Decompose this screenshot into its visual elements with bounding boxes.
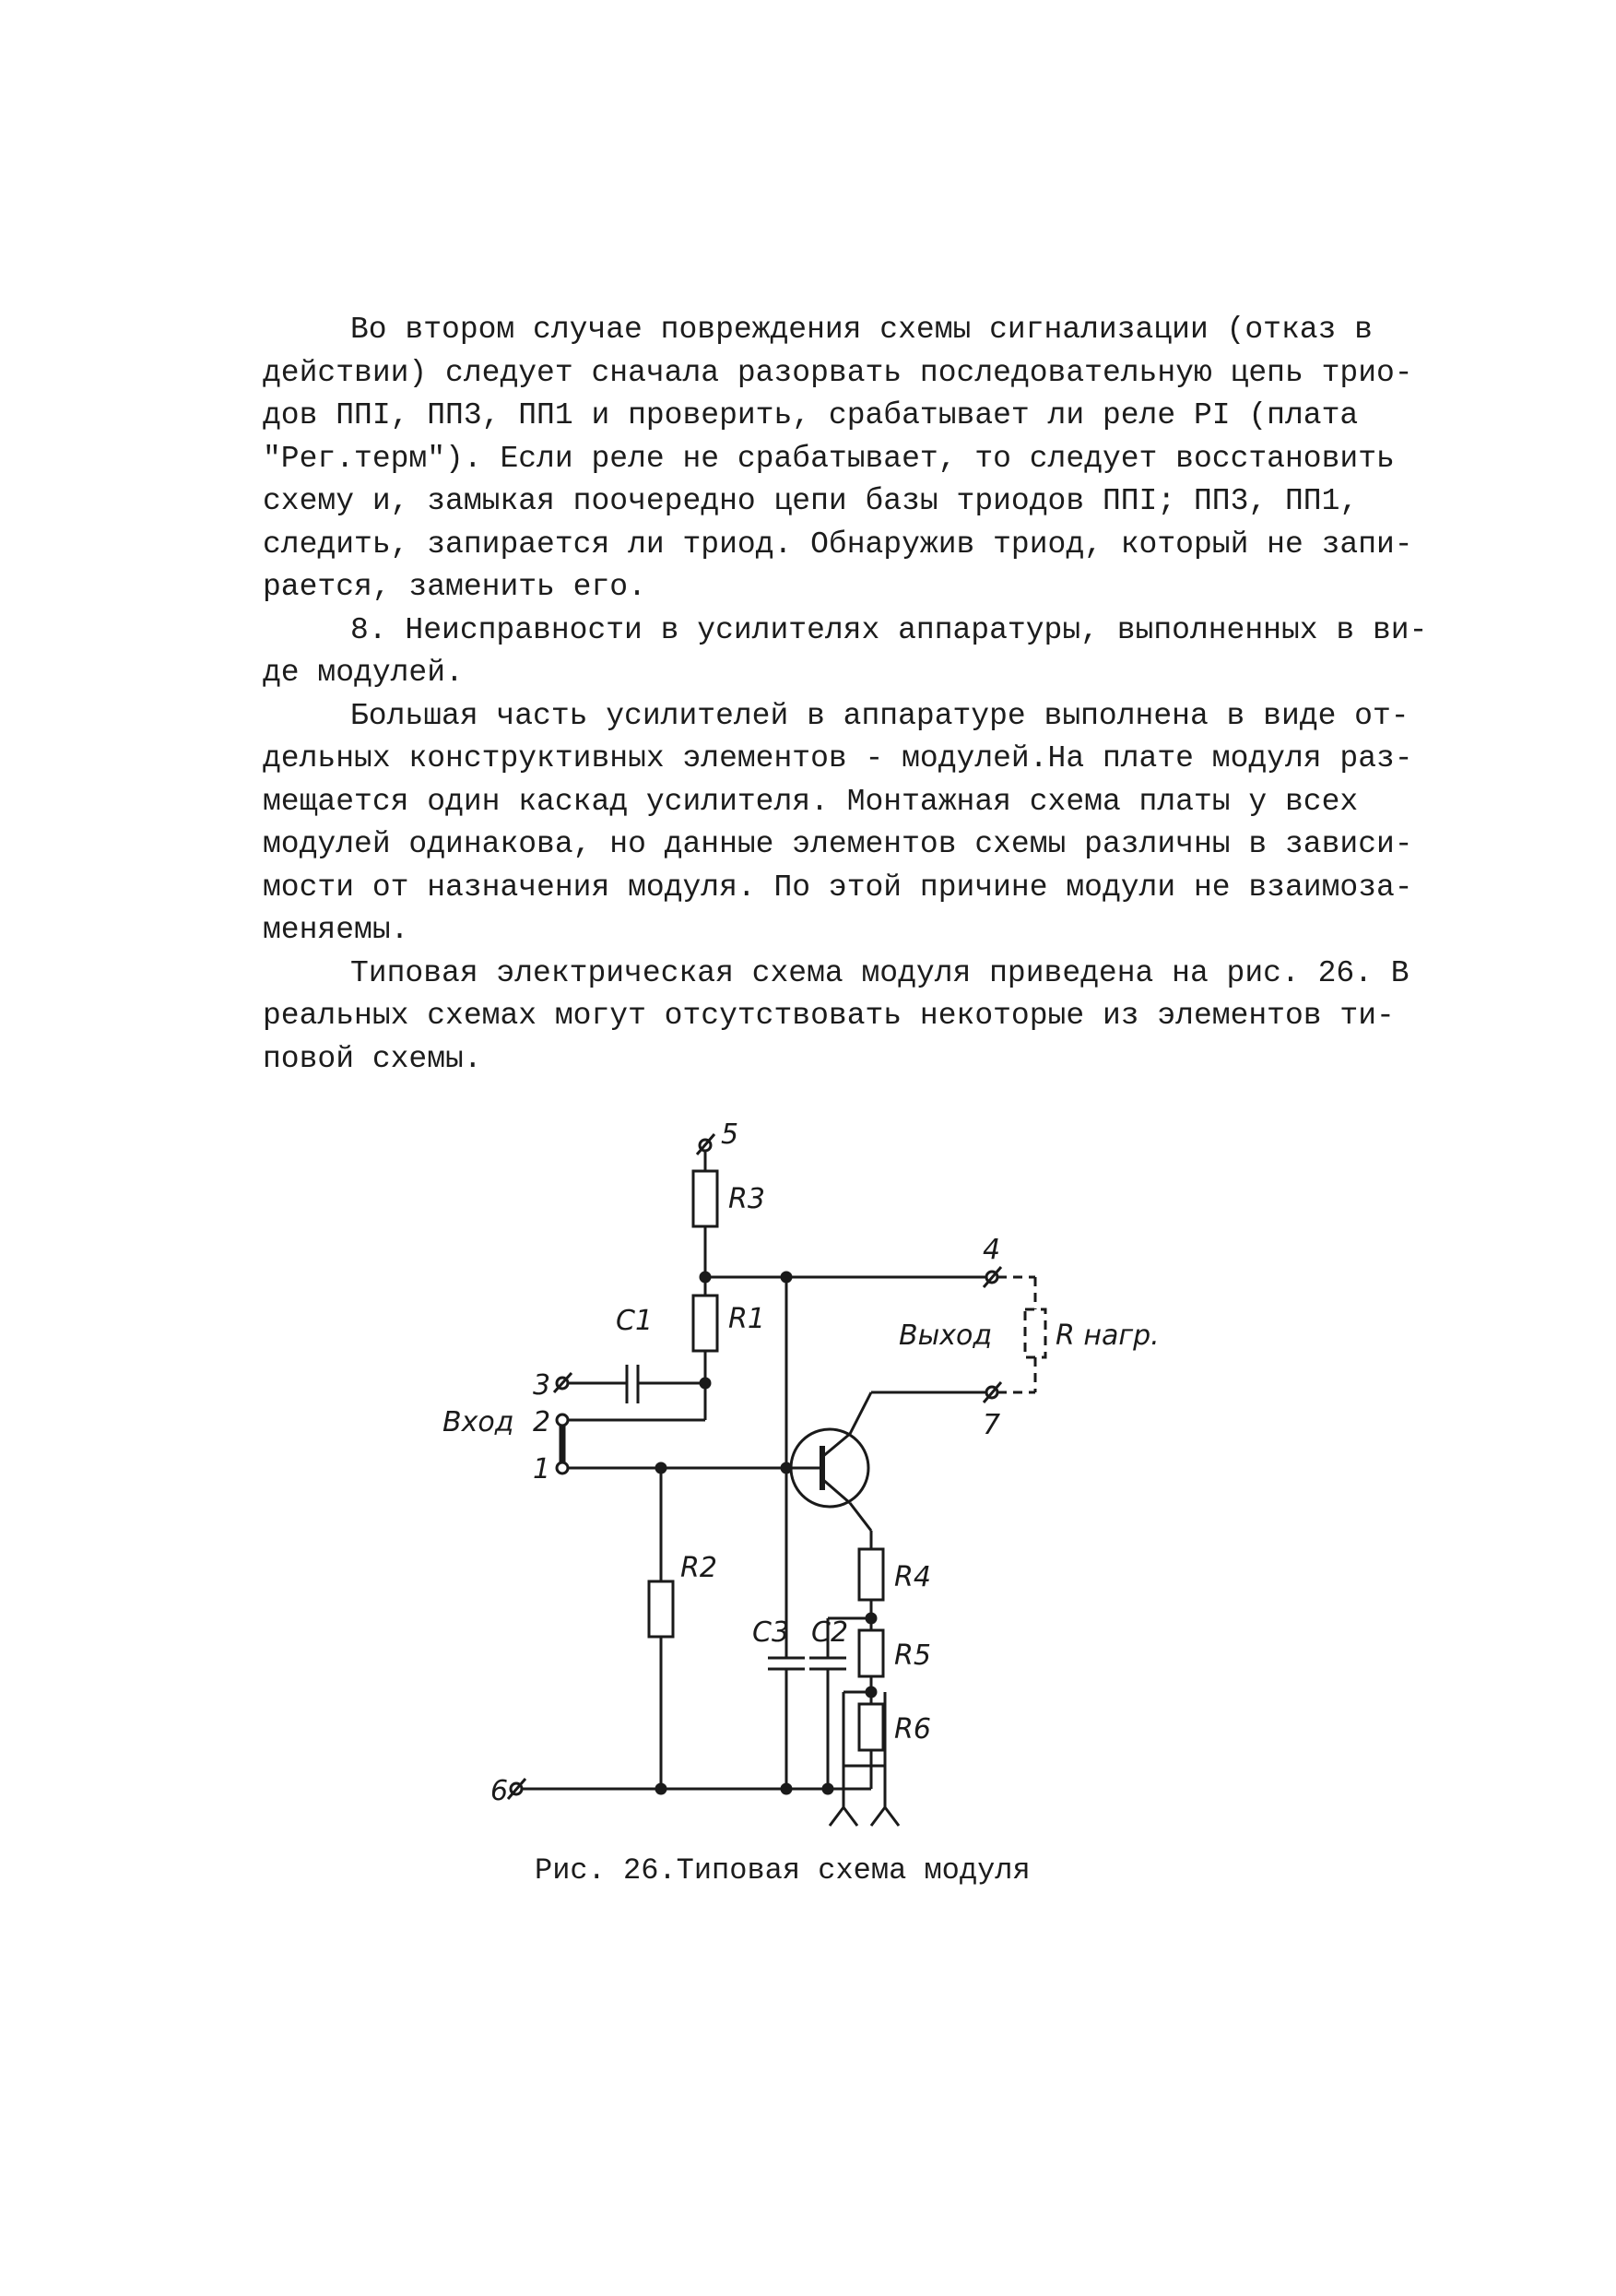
text-line: "Рег.терм"). Если реле не срабатывает, то следует восстановить [263, 441, 1395, 476]
label-input: Вход [442, 1406, 514, 1438]
label-r6: R6 [894, 1713, 931, 1746]
label-pin-2: 2 [533, 1406, 551, 1438]
label-pin-4: 4 [983, 1234, 1001, 1266]
resistor-r4 [859, 1549, 883, 1600]
text-line: меняемы. [263, 913, 409, 947]
text-line: мости от назначения модуля. По этой причине модули не взаимоза- [263, 870, 1413, 905]
resistor-r3 [693, 1171, 717, 1226]
figure-caption: Рис. 26.Типовая схема модуля [535, 1853, 1031, 1888]
text-line: мещается один каскад усилителя. Монтажная схема платы у всех [263, 784, 1359, 819]
resistor-r2 [649, 1581, 673, 1637]
label-r3: R3 [728, 1183, 765, 1215]
label-r4: R4 [894, 1561, 931, 1593]
label-r5: R5 [894, 1639, 931, 1672]
terminal-1 [557, 1462, 568, 1473]
load-connection [997, 1277, 1045, 1392]
label-c3: C3 [752, 1616, 790, 1649]
label-r1: R1 [728, 1303, 765, 1335]
terminal-2 [557, 1414, 568, 1426]
text-line: действии) следует сначала разорвать последовательную цепь трио- [263, 355, 1413, 390]
text-line: рается, заменить его. [263, 570, 646, 604]
section-heading: 8. Неисправности в усилителях аппаратуры, выполненных в ви- [350, 612, 1428, 647]
text-line: модулей одинакова, но данные элементов схемы различны в зависи- [263, 827, 1413, 861]
resistor-r6 [859, 1704, 883, 1750]
label-pin-6: 6 [490, 1775, 509, 1807]
text-line: реальных схемах могут отсутствовать некоторые из элементов ти- [263, 999, 1395, 1033]
label-c2: C2 [811, 1616, 849, 1649]
label-pin-5: 5 [721, 1118, 739, 1151]
label-r2: R2 [680, 1552, 717, 1584]
label-pin-7: 7 [983, 1409, 1001, 1441]
text-line: дов ППI, ПП3, ПП1 и проверить, срабатывает ли реле РI (плата [263, 398, 1359, 432]
text-line: де модулей. [263, 656, 464, 690]
label-r-load: R нагр. [1056, 1320, 1160, 1352]
label-pin-3: 3 [533, 1369, 551, 1402]
text-line: Во втором случае повреждения схемы сигнализации (отказ в [350, 313, 1373, 347]
circuit-schematic [424, 1116, 1235, 1835]
capacitor-c2 [809, 1658, 846, 1669]
text-line: повой схемы. [263, 1041, 482, 1076]
resistor-r5 [859, 1630, 883, 1676]
text-line: дельных конструктивных элементов - модулей.На плате модуля раз- [263, 741, 1413, 775]
text-line: Большая часть усилителей в аппаратуре выполнена в виде от- [350, 698, 1410, 733]
label-c1: C1 [616, 1305, 654, 1337]
label-output: Выход [899, 1320, 993, 1352]
text-line: Типовая электрическая схема модуля приведена на рис. 26. В [350, 955, 1410, 990]
label-pin-1: 1 [533, 1453, 551, 1485]
capacitor-c1 [627, 1365, 638, 1403]
bypass-jumper [830, 1692, 899, 1826]
resistor-r1 [693, 1296, 717, 1351]
capacitor-c3 [768, 1658, 805, 1669]
text-line: схему и, замыкая поочередно цепи базы триодов ППI; ПП3, ПП1, [263, 484, 1359, 518]
terminal-7 [984, 1382, 1001, 1402]
circuit-figure [424, 1116, 1235, 1835]
text-line: следить, запирается ли триод. Обнаружив триод, который не запи- [263, 527, 1413, 562]
body-text [263, 309, 1428, 1081]
transistor [791, 1429, 868, 1507]
